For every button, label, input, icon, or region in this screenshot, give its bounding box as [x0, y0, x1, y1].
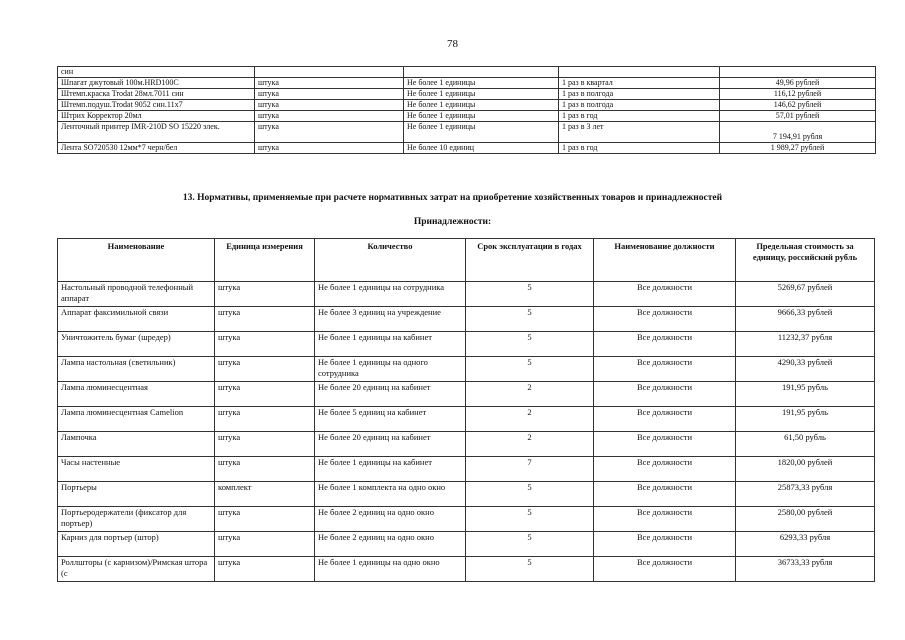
cell-service-life: 5 — [466, 282, 594, 307]
cell-item-name: Шпагат джутовый 100м.HRD100C — [58, 78, 255, 89]
cell-quantity: Не более 2 единиц на одно окно — [315, 532, 466, 557]
table-row — [58, 143, 876, 154]
cell-service-life: 5 — [466, 332, 594, 357]
cell-item-name: Портьеры — [58, 482, 215, 507]
cell-price: 116,12 рублей — [720, 89, 876, 100]
cell-quantity: Не более 2 единиц на одно окно — [315, 507, 466, 532]
cell-quantity: Не более 1 единицы — [404, 100, 559, 111]
cell-frequency: 1 раз в 3 лет — [559, 122, 720, 143]
cell-position: Все должности — [594, 357, 736, 382]
cell-service-life: 5 — [466, 557, 594, 582]
cell-item-name: Штрих Корректор 20мл — [58, 111, 255, 122]
cell-max-price: 191,95 рубль — [736, 382, 875, 407]
cell-max-price: 11232,37 рубля — [736, 332, 875, 357]
cell-item-name: Штемп.краска Trodat 28мл.7011 син — [58, 89, 255, 100]
cell-unit: штука — [215, 457, 315, 482]
table-row — [58, 78, 876, 89]
upper-supplies-table — [57, 66, 876, 154]
table-row — [58, 457, 875, 482]
cell-unit: штука — [255, 122, 404, 143]
cell-max-price: 61,50 рубль — [736, 432, 875, 457]
table-row — [58, 482, 875, 507]
header-unit: Единица измерения — [215, 239, 315, 282]
cell-frequency: 1 раз в год — [559, 143, 720, 154]
table-row — [58, 111, 876, 122]
cell-position: Все должности — [594, 332, 736, 357]
table-row — [58, 307, 875, 332]
cell-position: Все должности — [594, 482, 736, 507]
cell-unit: штука — [255, 111, 404, 122]
cell-item-name: Лампа люминесцентная Camelion — [58, 407, 215, 432]
cell-quantity: Не более 1 единицы на одно окно — [315, 557, 466, 582]
cell-quantity: Не более 1 комплекта на одно окно — [315, 482, 466, 507]
table-row — [58, 432, 875, 457]
cell-quantity: Не более 1 единицы — [404, 122, 559, 143]
cell-service-life: 7 — [466, 457, 594, 482]
sub-heading: Принадлежности: — [413, 217, 492, 227]
header-name: Наименование — [58, 239, 215, 282]
cell-unit: штука — [255, 89, 404, 100]
cell-item-name: Карниз для портьер (штор) — [58, 532, 215, 557]
cell-position: Все должности — [594, 407, 736, 432]
cell-position: Все должности — [594, 307, 736, 332]
cell-unit: штука — [255, 78, 404, 89]
table-row — [58, 282, 875, 307]
cell-item-name: син — [58, 67, 255, 78]
cell-service-life: 5 — [466, 507, 594, 532]
cell-unit: штука — [215, 557, 315, 582]
table-row — [58, 89, 876, 100]
cell-price: 1 989,27 рублей — [720, 143, 876, 154]
header-max-price: Предельная стоимость за единицу, российский рубль — [736, 239, 875, 282]
cell-quantity: Не более 1 единицы на кабинет — [315, 457, 466, 482]
cell-service-life: 5 — [466, 307, 594, 332]
table-header-row — [58, 239, 875, 282]
cell-max-price: 1820,00 рублей — [736, 457, 875, 482]
cell-item-name: Лампочка — [58, 432, 215, 457]
table-row — [58, 357, 875, 382]
cell-service-life: 2 — [466, 382, 594, 407]
cell-quantity: Не более 1 единицы — [404, 89, 559, 100]
cell-quantity: Не более 1 единицы на кабинет — [315, 332, 466, 357]
cell-frequency: 1 раз в полгода — [559, 100, 720, 111]
cell-max-price: 9666,33 рублей — [736, 307, 875, 332]
cell-position: Все должности — [594, 532, 736, 557]
cell-quantity: Не более 5 единиц на кабинет — [315, 407, 466, 432]
cell-item-name: Портьеродержатели (фиксатор для портьер) — [58, 507, 215, 532]
table-row — [58, 407, 875, 432]
cell-item-name: Лампа люминесцентная — [58, 382, 215, 407]
cell-unit: штука — [215, 432, 315, 457]
cell-frequency: 1 раз в полгода — [559, 89, 720, 100]
table-row — [58, 557, 875, 582]
table-row — [58, 122, 876, 143]
table-row — [58, 67, 876, 78]
cell-quantity: Не более 1 единицы — [404, 111, 559, 122]
cell-unit: штука — [215, 357, 315, 382]
cell-item-name: Настольный проводной телефонный аппарат — [58, 282, 215, 307]
cell-position: Все должности — [594, 457, 736, 482]
header-service-life: Срок эксплуатации в годах — [466, 239, 594, 282]
cell-item-name: Часы настенные — [58, 457, 215, 482]
cell-unit: штука — [215, 307, 315, 332]
cell-item-name: Лампа настольная (светильник) — [58, 357, 215, 382]
table-row — [58, 382, 875, 407]
cell-service-life: 5 — [466, 482, 594, 507]
cell-quantity: Не более 10 единиц — [404, 143, 559, 154]
cell-item-name: Лента SO720530 12мм*7 черн/бел — [58, 143, 255, 154]
cell-quantity: Не более 1 единицы на сотрудника — [315, 282, 466, 307]
cell-item-name: Штемп.подуш.Trodat 9052 син.11х7 — [58, 100, 255, 111]
cell-unit: штука — [215, 382, 315, 407]
accessories-table — [57, 238, 875, 582]
table-row — [58, 332, 875, 357]
cell-item-name: Уничтожитель бумаг (шредер) — [58, 332, 215, 357]
cell-max-price: 36733,33 рубля — [736, 557, 875, 582]
cell-unit: штука — [215, 407, 315, 432]
cell-service-life: 5 — [466, 357, 594, 382]
cell-service-life: 2 — [466, 432, 594, 457]
cell-quantity: Не более 3 единиц на учреждение — [315, 307, 466, 332]
cell-item-name: Аппарат факсимильной связи — [58, 307, 215, 332]
cell-price: 7 194,91 рубля — [720, 122, 876, 143]
cell-max-price: 6293,33 рубля — [736, 532, 875, 557]
cell-service-life: 2 — [466, 407, 594, 432]
cell-quantity: Не более 20 единиц на кабинет — [315, 382, 466, 407]
table-row — [58, 532, 875, 557]
cell-position: Все должности — [594, 432, 736, 457]
header-position: Наименование должности — [594, 239, 736, 282]
cell-position: Все должности — [594, 557, 736, 582]
cell-quantity: Не более 20 единиц на кабинет — [315, 432, 466, 457]
cell-quantity: Не более 1 единицы на одного сотрудника — [315, 357, 466, 382]
cell-unit: штука — [215, 332, 315, 357]
cell-max-price: 191,95 рубль — [736, 407, 875, 432]
cell-max-price: 5269,67 рублей — [736, 282, 875, 307]
table-row — [58, 100, 876, 111]
cell-frequency: 1 раз в квартал — [559, 78, 720, 89]
cell-unit: комплект — [215, 482, 315, 507]
cell-item-name: Роллшторы (с карнизом)/Римская штора (с — [58, 557, 215, 582]
table-row — [58, 507, 875, 532]
cell-frequency: 1 раз в год — [559, 111, 720, 122]
cell-unit: штука — [215, 282, 315, 307]
cell-unit — [255, 67, 404, 78]
header-quantity: Количество — [315, 239, 466, 282]
cell-max-price: 25873,33 рубля — [736, 482, 875, 507]
cell-item-name: Ленточный принтер IMR-210D SO 15220 элек. — [58, 122, 255, 143]
cell-price: 57,01 рублей — [720, 111, 876, 122]
cell-frequency — [559, 67, 720, 78]
cell-unit: штука — [255, 143, 404, 154]
section-heading: 13. Нормативы, применяемые при расчете нормативных затрат на приобретение хозяйственных товаров и принадлежностей — [182, 193, 723, 203]
cell-price: 49,96 рублей — [720, 78, 876, 89]
cell-unit: штука — [215, 507, 315, 532]
cell-max-price: 2580,00 рублей — [736, 507, 875, 532]
cell-position: Все должности — [594, 282, 736, 307]
cell-service-life: 5 — [466, 532, 594, 557]
cell-quantity: Не более 1 единицы — [404, 78, 559, 89]
cell-price — [720, 67, 876, 78]
cell-unit: штука — [215, 532, 315, 557]
cell-max-price: 4290,33 рублей — [736, 357, 875, 382]
page-number: 78 — [447, 38, 458, 50]
cell-price: 146,62 рублей — [720, 100, 876, 111]
cell-unit: штука — [255, 100, 404, 111]
cell-position: Все должности — [594, 382, 736, 407]
cell-quantity — [404, 67, 559, 78]
cell-position: Все должности — [594, 507, 736, 532]
